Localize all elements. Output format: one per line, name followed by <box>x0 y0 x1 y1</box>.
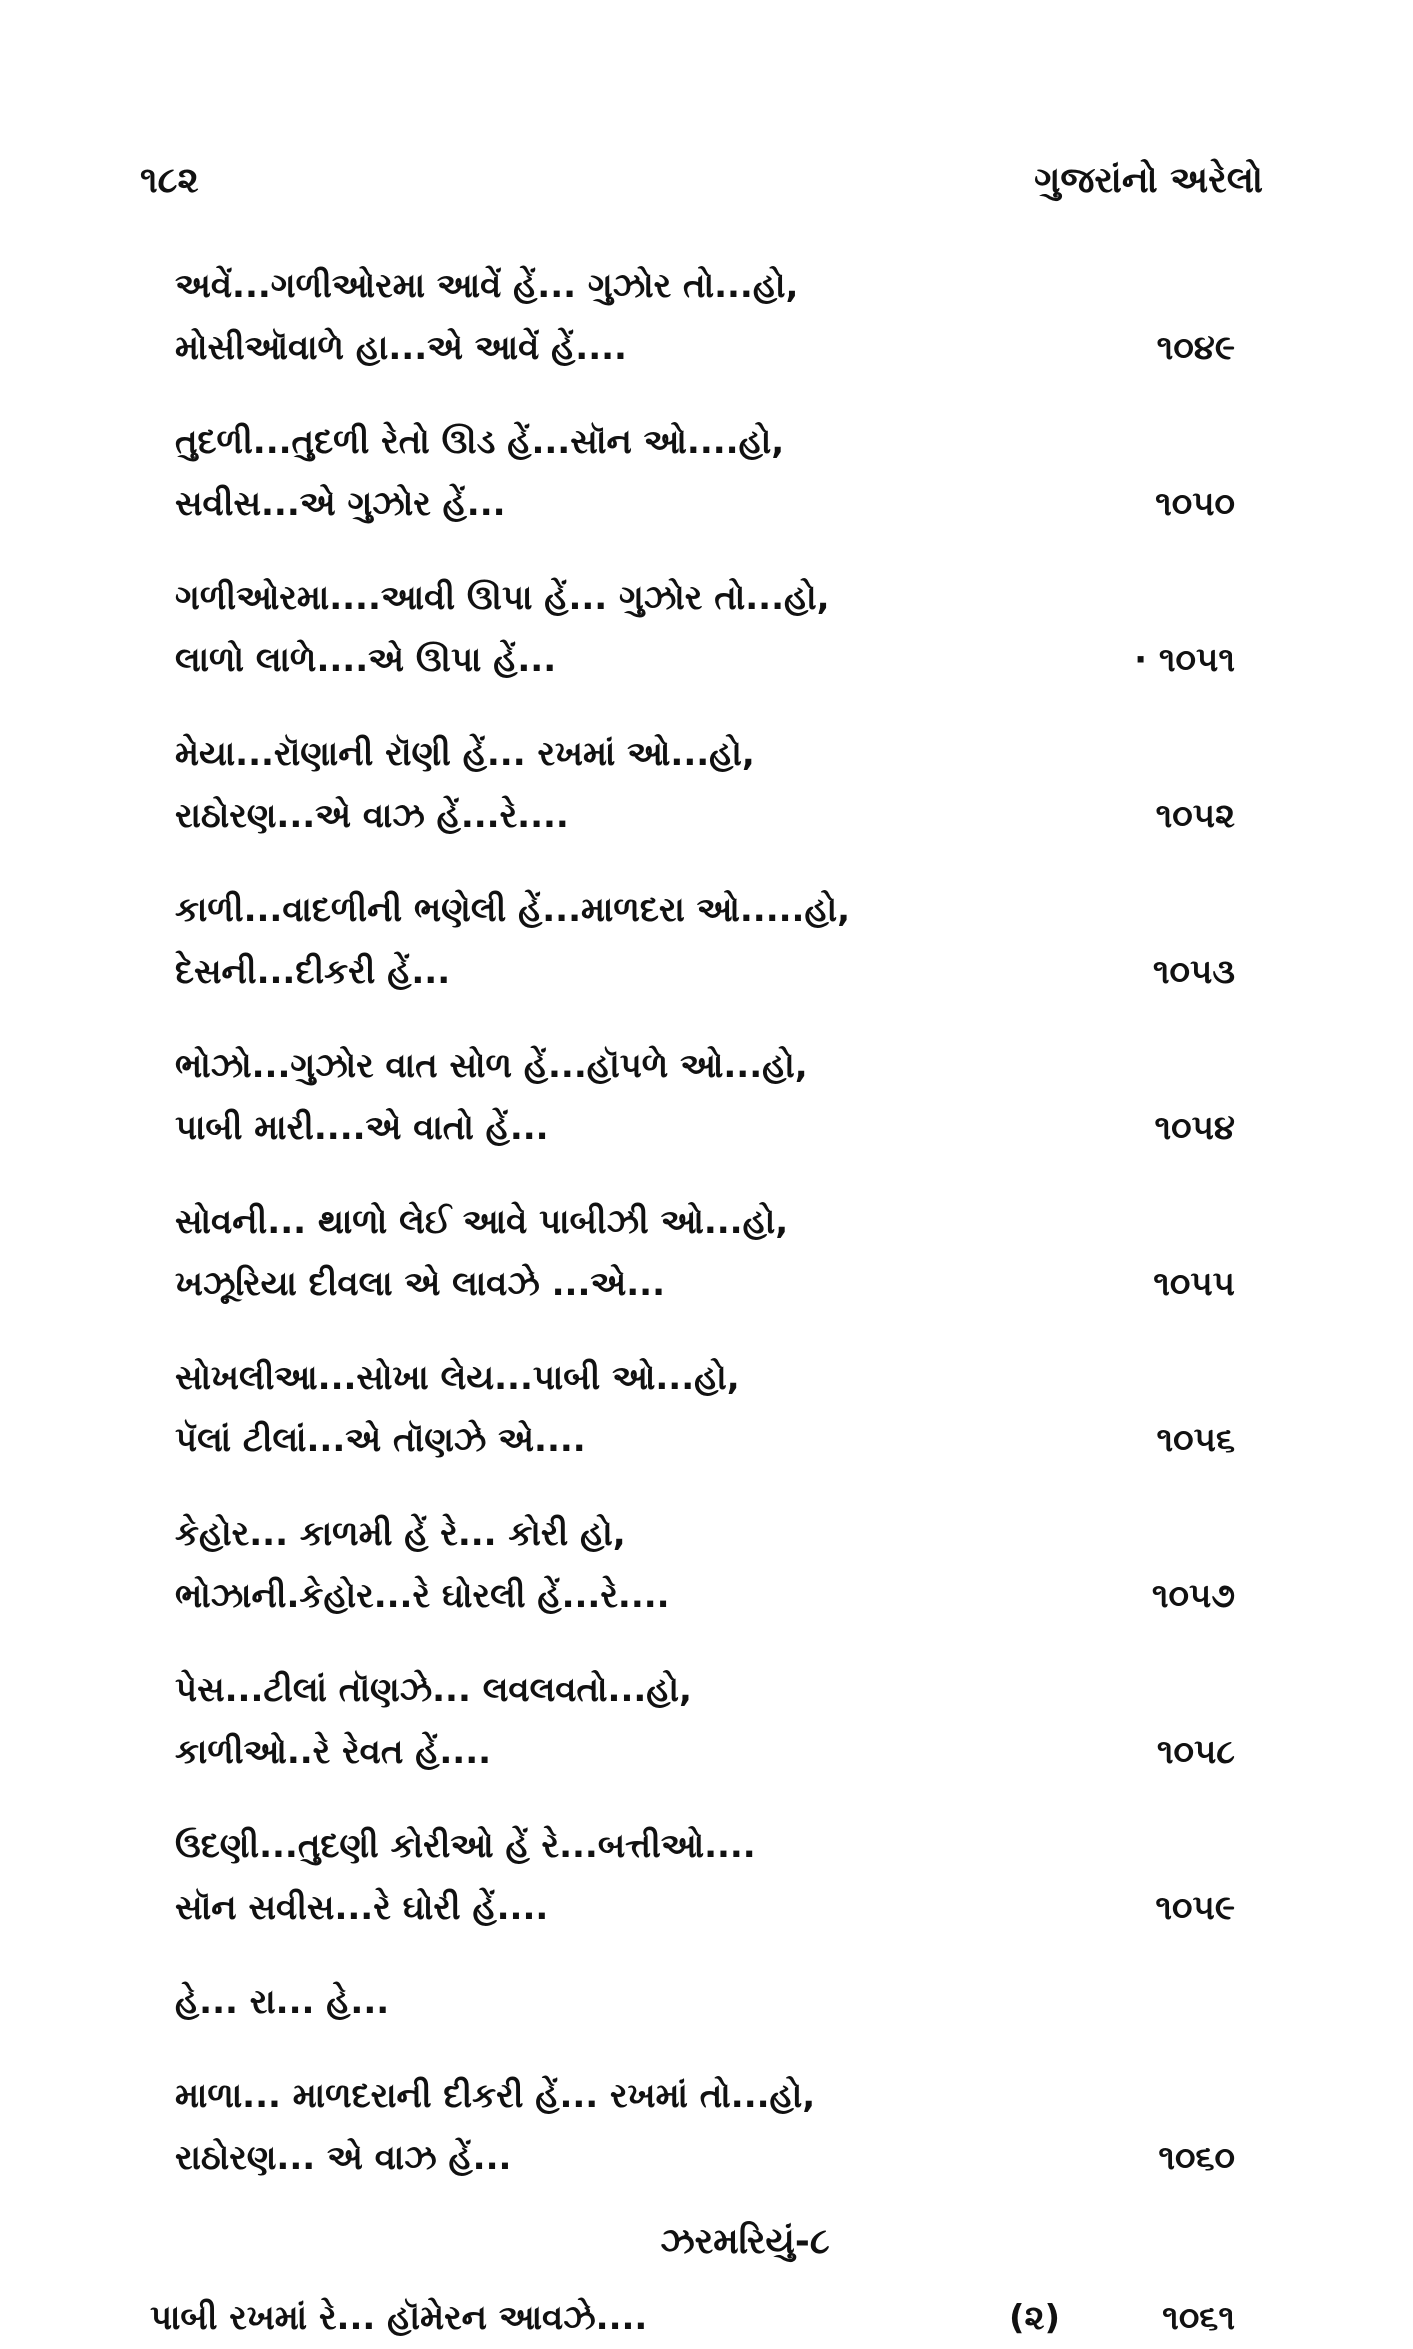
verse-line: પૅલાં ટીલાં...એ તૉણઝે એ.... <box>175 1420 586 1460</box>
verse-line: સવીસ...એ ગુઝોર હેં... <box>175 484 506 524</box>
verse-number: ૧૦૫૮ <box>1156 1732 1235 1772</box>
verse-list <box>150 255 1235 2349</box>
verse-line: મોસીઑવાળે હા...એ આવેં હેં.... <box>175 328 627 368</box>
verse-number: ૧૦૫૩ <box>1152 952 1235 992</box>
stanza-1053 <box>175 879 1235 1003</box>
stanza-1054 <box>175 1035 1235 1159</box>
stanza-1052 <box>175 723 1235 847</box>
verse-line: લાળો લાળે....એ ઊપા હેં... <box>175 640 557 680</box>
stanza-1055 <box>175 1191 1235 1315</box>
verse-line: ખઝૂરિયા દીવલા એ લાવઝે ...એ... <box>175 1264 666 1304</box>
verse-line: સોખલીઆ...સોખા લેય...પાબી ઓ...હો, <box>175 1358 740 1398</box>
verse-line: કેહોર... કાળમી હેં રે... કોરી હો, <box>175 1514 626 1554</box>
verse-line: ભોઝાની.કેહોર...રે ઘોરલી હેં...રે.... <box>175 1576 670 1616</box>
verse-line: માળા... માળદરાની દીકરી હેં... રખમાં તો...હો, <box>175 2076 816 2116</box>
verse-line: સૉન સવીસ...રે ઘોરી હેં.... <box>175 1888 549 1928</box>
verse-line: અવેં...ગળીઓરમા આવેં હેં... ગુઝોર તો...હો, <box>175 266 799 306</box>
final-verse-text: પાબી રખમાં રે... હૉમેરન આવઝે.... <box>150 2298 648 2338</box>
refrain-marker: (૨) <box>1008 2298 1060 2338</box>
final-verse-line <box>150 2287 1235 2349</box>
stanza-1059 <box>175 1815 1235 1939</box>
verse-line: પેસ...ટીલાં તૉણઝે... લવલવતો...હો, <box>175 1670 692 1710</box>
verse-line: તુદળી...તુદળી રેતો ઊડ હેં...સૉન ઓ....હો, <box>175 422 785 462</box>
verse-number: ૧૦૬૧ <box>1162 2298 1235 2338</box>
verse-number: ૧૦૫૦ <box>1155 484 1235 524</box>
verse-line: રાઠોરણ... એ વાઝ હેં... <box>175 2138 512 2178</box>
verse-number: ૧૦૬૦ <box>1158 2138 1235 2178</box>
verse-number: · ૧૦૫૧ <box>1134 640 1235 680</box>
stanza-1056 <box>175 1347 1235 1471</box>
stanza-1050 <box>175 411 1235 535</box>
page-header <box>140 160 1263 210</box>
stanza-1057 <box>175 1503 1235 1627</box>
section-heading: ઝરમરિયું-૮ <box>660 2221 830 2262</box>
verse-line: પાબી મારી....એ વાતો હેં... <box>175 1108 549 1148</box>
page-number: ૧૮૨ <box>140 160 199 201</box>
verse-line: હે... રા... હે... <box>175 1982 390 2022</box>
verse-line: ગળીઓરમા....આવી ઊપા હેં... ગુઝોર તો...હો, <box>175 578 830 618</box>
verse-line: ઉદણી...તુદણી કોરીઓ હેં રે...બત્તીઓ.... <box>175 1826 756 1866</box>
verse-number: ૧૦૫૨ <box>1155 796 1235 836</box>
stanza-1058 <box>175 1659 1235 1783</box>
verse-line: મેયા...રૉણાની રૉણી હેં... રખમાં ઓ...હો, <box>175 734 755 774</box>
verse-line: સોવની... થાળો લેઈ આવે પાબીઝી ઓ...હો, <box>175 1202 789 1242</box>
verse-number: ૧૦૫૬ <box>1156 1420 1235 1460</box>
verse-line: રાઠોરણ...એ વાઝ હેં...રે.... <box>175 796 569 836</box>
verse-line: કાળીઓ..રે રેવત હેં.... <box>175 1732 492 1772</box>
stanza-1051 <box>175 567 1235 691</box>
stanza-1049 <box>175 255 1235 379</box>
verse-number: ૧૦૫૭ <box>1151 1576 1235 1616</box>
verse-line: કાળી...વાદળીની ભણેલી હેં...માળદરા ઓ.....હો, <box>175 890 851 930</box>
verse-number: ૧૦૫૯ <box>1155 1888 1235 1928</box>
verse-number: ૧૦૫૪ <box>1154 1108 1235 1148</box>
stanza-1060 <box>175 2065 1235 2189</box>
verse-number: ૧૦૫૫ <box>1153 1264 1235 1304</box>
verse-line: દેસની...દીકરી હેં... <box>175 952 451 992</box>
verse-number: ૧૦૪૯ <box>1156 328 1235 368</box>
verse-line: ભોઝો...ગુઝોર વાત સોળ હેં...હૉપળે ઓ...હો, <box>175 1046 808 1086</box>
stanza-refrain <box>175 1971 1235 2033</box>
running-title: ગુજરાંનો અરેલો <box>1034 160 1263 201</box>
